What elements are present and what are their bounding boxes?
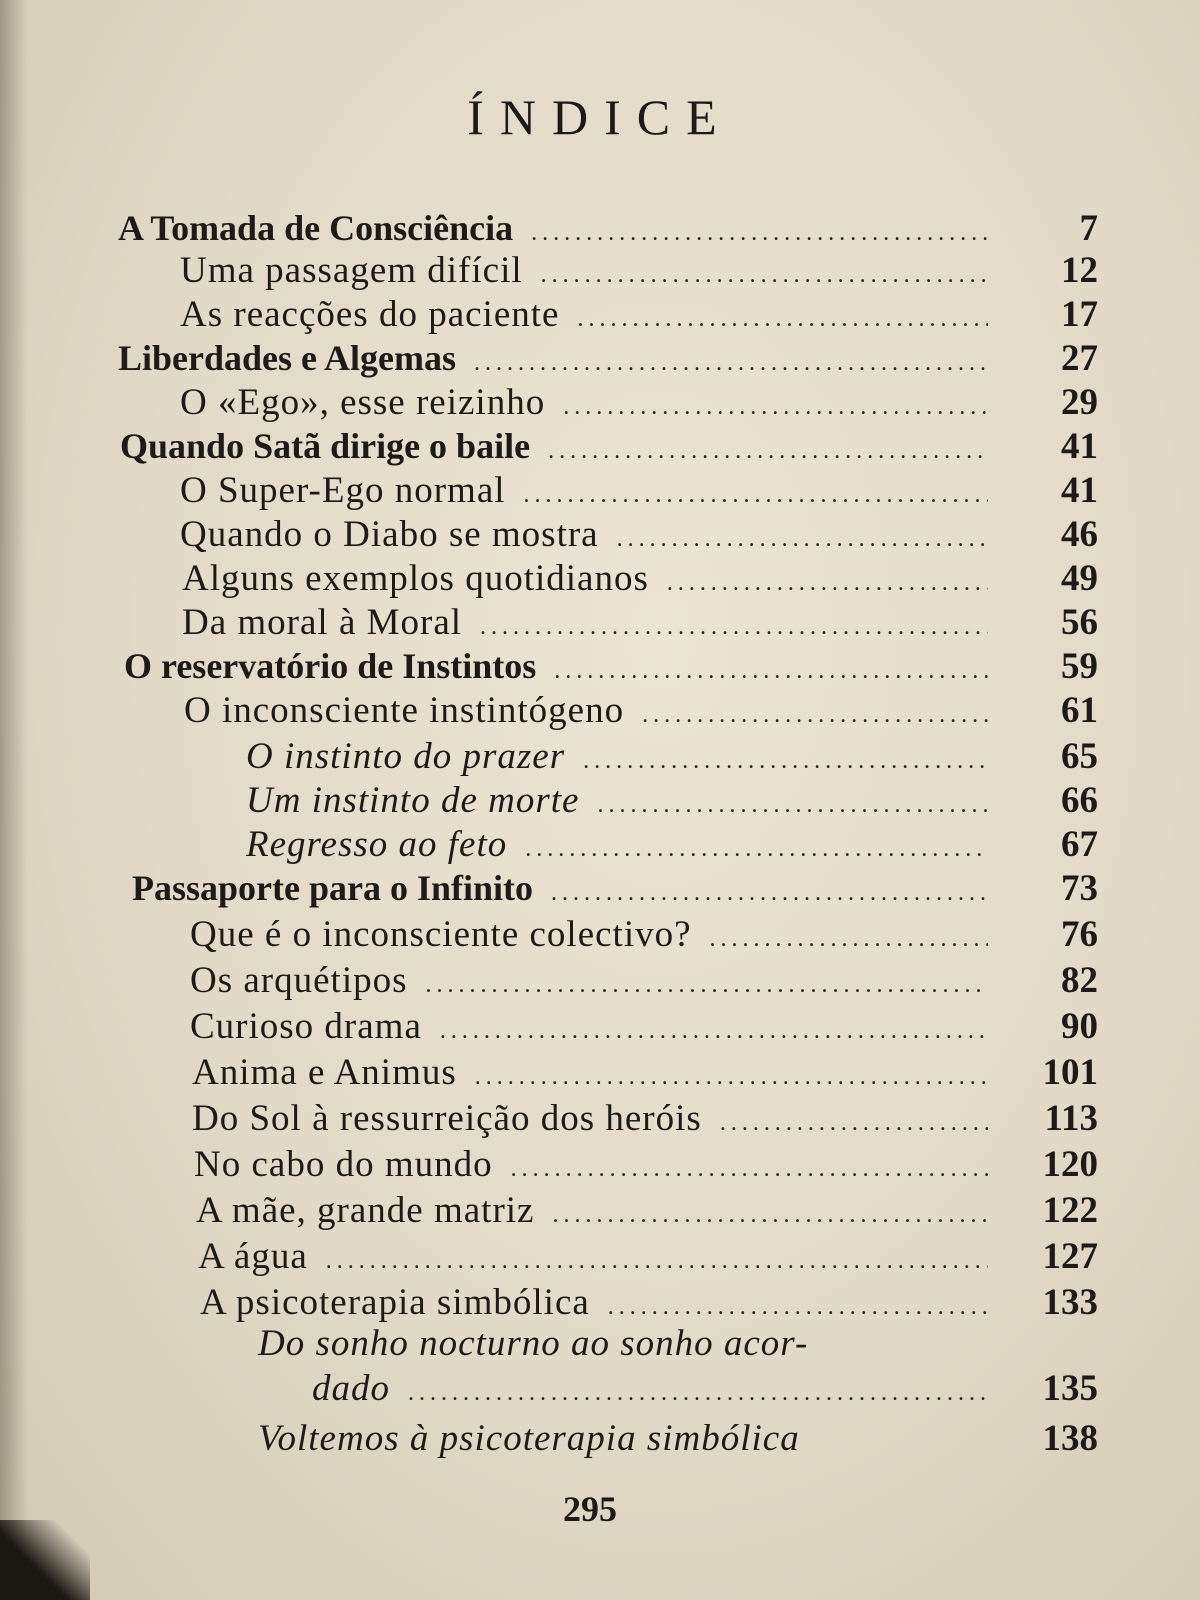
toc-entry-label: Voltemos à psicoterapia simbólica (258, 1418, 800, 1459)
toc-entry-page: 46 (1061, 514, 1098, 555)
toc-entry-page: 82 (1061, 960, 1098, 1001)
toc-entry-page: 135 (1042, 1368, 1098, 1409)
toc-entry-label: O inconsciente instintógeno (184, 690, 625, 731)
toc-entry (312, 1370, 1098, 1407)
toc-entry-label: Da moral à Moral (182, 602, 463, 643)
toc-entry (132, 870, 1098, 907)
leader-dots (426, 973, 989, 997)
toc-entry-label: A psicoterapia simbólica (200, 1282, 590, 1323)
leader-dots (710, 927, 988, 951)
leader-dots (408, 1381, 988, 1405)
leader-dots (541, 263, 988, 287)
toc-entry-label: O reservatório de Instintos (124, 646, 537, 686)
leader-dots (480, 615, 988, 639)
leader-dots (554, 659, 988, 683)
toc-entry-label: Curioso drama (190, 1006, 422, 1047)
leader-dots (608, 1295, 988, 1319)
leader-dots (548, 439, 988, 463)
toc-entry (198, 1238, 1098, 1275)
toc-entry (192, 1100, 1098, 1137)
toc-entry-label: A água (198, 1236, 308, 1277)
toc-entry (180, 296, 1098, 333)
toc-entry (184, 692, 1098, 729)
toc-entry (190, 962, 1098, 999)
leader-dots (563, 395, 988, 419)
toc-entry (182, 604, 1098, 641)
toc-entry (118, 340, 1098, 377)
toc-entry (180, 472, 1098, 509)
toc-entry-label: No cabo do mundo (194, 1144, 493, 1185)
toc-entry (180, 516, 1098, 553)
toc-entry-label: As reacções do paciente (180, 294, 560, 335)
leader-dots (720, 1111, 988, 1135)
toc-entry-page: 101 (1042, 1052, 1098, 1093)
toc-entry (196, 1192, 1098, 1229)
toc-entry (182, 560, 1098, 597)
leader-dots (326, 1249, 988, 1273)
toc-entry (118, 210, 1098, 247)
toc-entry-label-line1: Do sonho nocturno ao sonho acor- (258, 1323, 809, 1364)
toc-entry-page: 59 (1061, 646, 1098, 687)
toc-entry-page: 133 (1042, 1282, 1098, 1323)
leader-dots (531, 221, 988, 245)
toc-entry-page: 49 (1061, 558, 1098, 599)
toc-entry-page: 65 (1061, 736, 1098, 777)
leader-dots (474, 351, 988, 375)
toc-entry-page: 12 (1061, 250, 1098, 291)
toc-entry-page: 66 (1061, 780, 1098, 821)
toc-entry-label: O instinto do prazer (246, 736, 566, 777)
toc-entry-label: O Super-Ego normal (180, 470, 506, 511)
toc-entry-label: Uma passagem difícil (180, 250, 523, 291)
toc-entry-label: A mãe, grande matriz (196, 1190, 535, 1231)
toc-entry-page: 17 (1061, 294, 1098, 335)
toc-entry (124, 648, 1098, 685)
toc-entry (180, 384, 1098, 421)
toc-entry (258, 1420, 1098, 1457)
toc-entry (246, 738, 1098, 775)
toc-entry-page: 90 (1061, 1006, 1098, 1047)
toc-entry-label: Os arquétipos (190, 960, 408, 1001)
toc-entry-page: 127 (1042, 1236, 1098, 1277)
toc-entry-page: 29 (1061, 382, 1098, 423)
leader-dots (583, 749, 988, 773)
toc-entry-page: 138 (1042, 1418, 1098, 1459)
toc-entry-page: 73 (1061, 868, 1098, 909)
leader-dots (551, 881, 988, 905)
toc-entry-label: Regresso ao feto (246, 824, 508, 865)
toc-entry (120, 428, 1098, 465)
leader-dots (667, 571, 988, 595)
toc-entry-page: 120 (1042, 1144, 1098, 1185)
toc-entry-label: Anima e Animus (192, 1052, 457, 1093)
toc-entry-label: Quando Satã dirige o baile (120, 426, 531, 466)
toc-entry-page: 7 (1079, 208, 1098, 249)
leader-dots (511, 1157, 988, 1181)
toc-entry-label: Alguns exemplos quotidianos (182, 558, 649, 599)
leader-dots (552, 1203, 988, 1227)
toc-entry-page: 67 (1061, 824, 1098, 865)
leader-dots (597, 793, 988, 817)
toc-entry-page: 41 (1061, 470, 1098, 511)
toc-entry-page: 113 (1044, 1098, 1098, 1139)
toc-entry (180, 252, 1098, 289)
leader-dots (617, 527, 988, 551)
page-number: 295 (563, 1489, 617, 1529)
index-title: ÍNDICE (467, 89, 733, 145)
toc-entry (190, 1008, 1098, 1045)
toc-entry-page: 76 (1061, 914, 1098, 955)
leader-dots (577, 307, 988, 331)
toc-entry (246, 782, 1098, 819)
leader-dots (440, 1019, 988, 1043)
toc-entry-label: Passaporte para o Infinito (132, 868, 534, 908)
toc-entry-page: 27 (1061, 338, 1098, 379)
toc-entry-label: Quando o Diabo se mostra (180, 514, 599, 555)
leader-dots (524, 483, 988, 507)
leader-dots (642, 703, 988, 727)
toc-entry-page: 122 (1042, 1190, 1098, 1231)
leader-dots (525, 837, 988, 861)
toc-entry-label: Do Sol à ressurreição dos heróis (192, 1098, 702, 1139)
toc-entry-label: Um instinto de morte (246, 780, 580, 821)
toc-entry-page: 56 (1061, 602, 1098, 643)
toc-entry-label: O «Ego», esse reizinho (180, 382, 546, 423)
leader-dots (475, 1065, 988, 1089)
toc-entry (192, 1054, 1098, 1091)
toc-entry-label: Liberdades e Algemas (118, 338, 456, 378)
toc-entry (246, 826, 1098, 863)
toc-entry-label: Que é o inconsciente colectivo? (190, 914, 692, 955)
toc-entry-page: 61 (1061, 690, 1098, 731)
toc-entry-page: 41 (1061, 426, 1098, 467)
toc-entry-label: A Tomada de Consciência (118, 208, 514, 248)
toc-entry-label: dado (312, 1368, 390, 1409)
toc-entry (194, 1146, 1098, 1183)
background-shadow (0, 1520, 90, 1600)
toc-entry (190, 916, 1098, 953)
toc-entry (200, 1284, 1098, 1321)
